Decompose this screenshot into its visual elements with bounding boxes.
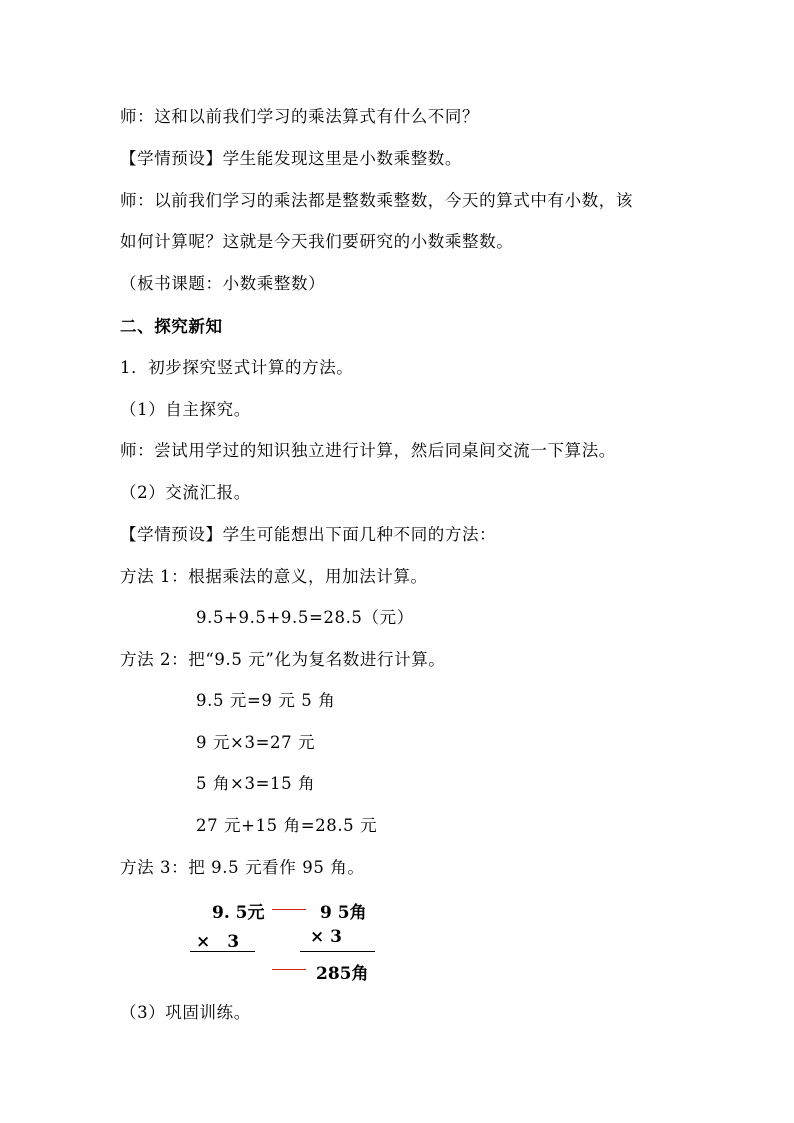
calc-result: 285角 — [316, 964, 369, 984]
method-2-equation-1: 9.5 元=9 元 5 角 — [196, 691, 336, 710]
calc-right-multiplicand: 9 5角 — [320, 903, 367, 923]
calc-left-underline — [190, 951, 255, 952]
arrow-line-top — [272, 909, 306, 910]
sub-step-3: （3）巩固训练。 — [120, 1003, 251, 1022]
preset-note-2: 【学情预设】学生可能想出下面几种不同的方法： — [120, 525, 497, 544]
step-1-heading: 1．初步探究竖式计算的方法。 — [120, 358, 354, 377]
arrow-line-bottom — [272, 969, 306, 970]
teacher-question: 师：这和以前我们学习的乘法算式有什么不同？ — [120, 107, 480, 126]
method-3-label: 方法 3：把 9.5 元看作 95 角。 — [120, 858, 365, 877]
method-2-equation-2: 9 元×3=27 元 — [196, 733, 316, 752]
calc-left-multiplier: × 3 — [196, 932, 240, 952]
calc-right-multiplier: × 3 — [310, 927, 342, 947]
method-2-equation-4: 27 元+15 角=28.5 元 — [196, 816, 378, 835]
section-heading: 二、探究新知 — [120, 317, 223, 336]
method-2-equation-3: 5 角×3=15 角 — [196, 774, 316, 793]
preset-note-1: 【学情预设】学生能发现这里是小数乘整数。 — [120, 149, 462, 168]
board-title-note: （板书课题：小数乘整数） — [120, 274, 326, 293]
method-2-label: 方法 2：把“9.5 元”化为复名数进行计算。 — [120, 650, 446, 669]
calc-left-multiplicand: 9. 5元 — [212, 903, 265, 923]
teacher-statement-line-1: 师：以前我们学习的乘法都是整数乘整数，今天的算式中有小数，该 — [120, 191, 633, 210]
teacher-statement-line-2: 如何计算呢？这就是今天我们要研究的小数乘整数。 — [120, 232, 514, 251]
teacher-instruction: 师：尝试用学过的知识独立进行计算，然后同桌间交流一下算法。 — [120, 441, 616, 460]
sub-step-2: （2）交流汇报。 — [120, 483, 251, 502]
calc-right-underline — [300, 951, 375, 952]
method-1-equation: 9.5+9.5+9.5=28.5（元） — [196, 608, 414, 627]
sub-step-1: （1）自主探究。 — [120, 400, 251, 419]
method-1-label: 方法 1：根据乘法的意义，用加法计算。 — [120, 567, 428, 586]
